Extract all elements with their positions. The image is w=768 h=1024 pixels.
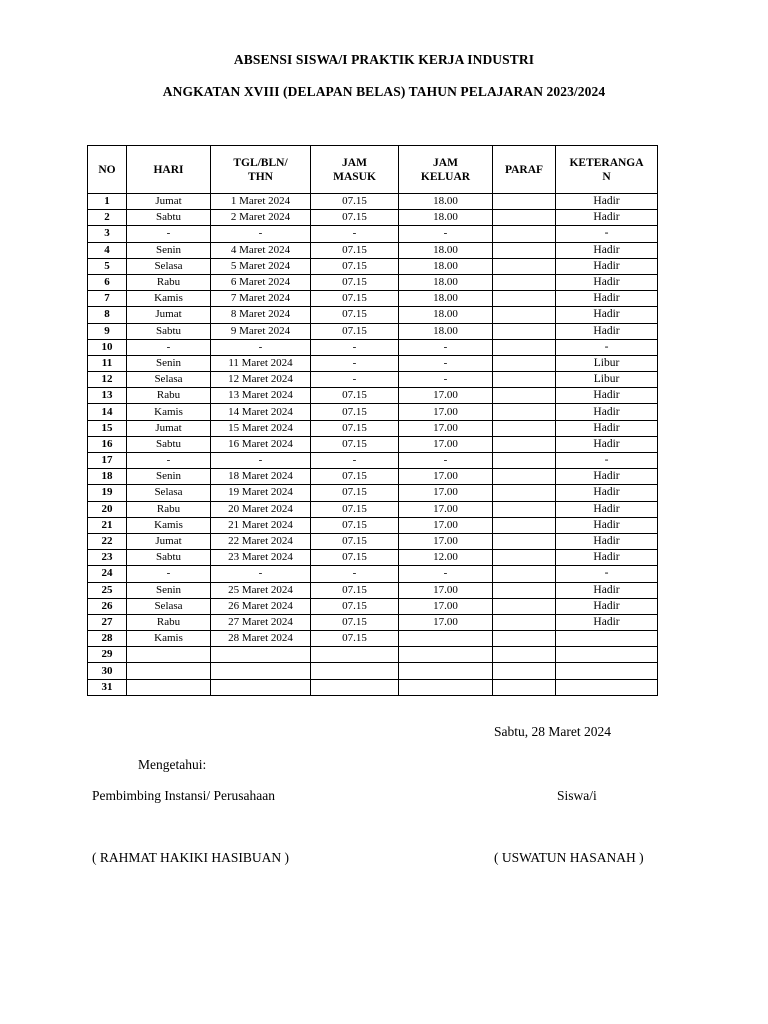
cell-hari: Kamis [127,404,211,420]
cell-jam-masuk: 07.15 [311,210,399,226]
cell-keterangan: Hadir [556,420,658,436]
cell-paraf [493,226,556,242]
cell-hari: Jumat [127,533,211,549]
cell-jam-masuk: 07.15 [311,517,399,533]
cell-paraf [493,242,556,258]
cell-hari: Kamis [127,291,211,307]
table-row [88,453,658,469]
cell-paraf [493,501,556,517]
cell-jam-keluar: 17.00 [399,469,493,485]
cell-keterangan: Hadir [556,210,658,226]
cell-no: 24 [88,566,127,582]
cell-hari: Rabu [127,388,211,404]
cell-jam-keluar: 18.00 [399,242,493,258]
cell-no: 16 [88,436,127,452]
cell-jam-keluar [399,631,493,647]
cell-jam-masuk: 07.15 [311,533,399,549]
cell-hari: Sabtu [127,550,211,566]
cell-hari [127,647,211,663]
cell-paraf [493,631,556,647]
table-row [88,501,658,517]
cell-paraf [493,582,556,598]
cell-paraf [493,420,556,436]
cell-jam-keluar: - [399,372,493,388]
cell-jam-masuk: 07.15 [311,469,399,485]
cell-jam-keluar: - [399,453,493,469]
cell-no: 25 [88,582,127,598]
cell-jam-masuk: 07.15 [311,485,399,501]
cell-jam-keluar: 17.00 [399,388,493,404]
cell-tanggal: 28 Maret 2024 [211,631,311,647]
cell-paraf [493,647,556,663]
cell-jam-masuk: 07.15 [311,501,399,517]
cell-keterangan: Hadir [556,194,658,210]
cell-no: 7 [88,291,127,307]
table-row [88,550,658,566]
attendance-rows [88,194,658,696]
header-tgl: TGL/BLN/ THN [211,146,311,194]
cell-no: 5 [88,258,127,274]
cell-jam-masuk: 07.15 [311,404,399,420]
table-row [88,420,658,436]
cell-keterangan: - [556,226,658,242]
cell-keterangan: - [556,453,658,469]
table-row [88,436,658,452]
cell-tanggal [211,647,311,663]
cell-hari: Kamis [127,517,211,533]
cell-keterangan: Hadir [556,469,658,485]
cell-tanggal: 18 Maret 2024 [211,469,311,485]
table-row [88,372,658,388]
cell-hari: Jumat [127,194,211,210]
cell-jam-masuk: 07.15 [311,242,399,258]
cell-jam-keluar: 17.00 [399,517,493,533]
cell-no: 18 [88,469,127,485]
cell-no: 28 [88,631,127,647]
cell-jam-keluar: 17.00 [399,598,493,614]
attendance-table [87,145,658,696]
cell-jam-keluar: 17.00 [399,614,493,630]
cell-paraf [493,598,556,614]
cell-jam-masuk: - [311,355,399,371]
cell-no: 1 [88,194,127,210]
cell-jam-keluar: 18.00 [399,291,493,307]
cell-tanggal: 14 Maret 2024 [211,404,311,420]
cell-keterangan: Hadir [556,323,658,339]
table-row [88,614,658,630]
supervisor-role: Pembimbing Instansi/ Perusahaan [92,788,275,803]
cell-keterangan [556,679,658,695]
table-row [88,226,658,242]
cell-hari: Sabtu [127,210,211,226]
table-row [88,242,658,258]
cell-paraf [493,194,556,210]
cell-jam-masuk: 07.15 [311,307,399,323]
cell-no: 26 [88,598,127,614]
cell-hari: Selasa [127,372,211,388]
cell-keterangan: Hadir [556,485,658,501]
cell-no: 17 [88,453,127,469]
student-name: ( USWATUN HASANAH ) [494,850,644,865]
table-row [88,404,658,420]
cell-no: 27 [88,614,127,630]
cell-paraf [493,274,556,290]
cell-jam-masuk: 07.15 [311,598,399,614]
cell-jam-keluar: 18.00 [399,307,493,323]
header-paraf: PARAF [493,146,556,194]
cell-jam-masuk: 07.15 [311,258,399,274]
cell-no: 6 [88,274,127,290]
cell-hari: Sabtu [127,436,211,452]
cell-hari: Senin [127,582,211,598]
cell-jam-masuk: 07.15 [311,550,399,566]
header-keterangan: KETERANGA N [556,146,658,194]
cell-hari: - [127,226,211,242]
cell-paraf [493,355,556,371]
cell-hari: Kamis [127,631,211,647]
document-title: ABSENSI SISWA/I PRAKTIK KERJA INDUSTRI [233,52,535,67]
cell-keterangan: Hadir [556,533,658,549]
cell-hari: Jumat [127,420,211,436]
cell-jam-masuk: - [311,372,399,388]
table-row [88,517,658,533]
cell-no: 11 [88,355,127,371]
cell-no: 13 [88,388,127,404]
cell-paraf [493,436,556,452]
cell-tanggal: - [211,453,311,469]
cell-jam-masuk: 07.15 [311,420,399,436]
table-row [88,194,658,210]
cell-hari: Senin [127,242,211,258]
cell-hari [127,663,211,679]
cell-hari: - [127,339,211,355]
cell-jam-masuk: 07.15 [311,194,399,210]
table-row [88,469,658,485]
cell-paraf [493,533,556,549]
table-row [88,388,658,404]
cell-tanggal: 4 Maret 2024 [211,242,311,258]
table-row [88,210,658,226]
cell-tanggal: 9 Maret 2024 [211,323,311,339]
cell-paraf [493,469,556,485]
table-row [88,533,658,549]
table-row [88,355,658,371]
document-subtitle: ANGKATAN XVIII (DELAPAN BELAS) TAHUN PELAJARAN 2023/2024 [162,84,606,99]
cell-jam-keluar [399,663,493,679]
cell-keterangan: Hadir [556,550,658,566]
supervisor-name: ( RAHMAT HAKIKI HASIBUAN ) [92,850,289,865]
cell-keterangan: - [556,566,658,582]
cell-no: 10 [88,339,127,355]
header-no: NO [88,146,127,194]
cell-jam-masuk: 07.15 [311,388,399,404]
cell-paraf [493,339,556,355]
table-row [88,339,658,355]
cell-paraf [493,388,556,404]
cell-hari: Rabu [127,501,211,517]
cell-paraf [493,550,556,566]
cell-hari: Rabu [127,274,211,290]
table-header-row [88,146,658,194]
table-row [88,663,658,679]
cell-jam-keluar: 17.00 [399,420,493,436]
cell-jam-keluar: 18.00 [399,323,493,339]
cell-tanggal: 11 Maret 2024 [211,355,311,371]
cell-tanggal: 19 Maret 2024 [211,485,311,501]
cell-keterangan: Hadir [556,436,658,452]
cell-jam-masuk: - [311,226,399,242]
cell-no: 30 [88,663,127,679]
cell-jam-masuk: - [311,453,399,469]
cell-tanggal: - [211,566,311,582]
cell-paraf [493,614,556,630]
cell-tanggal [211,663,311,679]
cell-no: 12 [88,372,127,388]
cell-hari: Jumat [127,307,211,323]
table-row [88,307,658,323]
cell-no: 4 [88,242,127,258]
cell-tanggal: 23 Maret 2024 [211,550,311,566]
cell-hari: - [127,566,211,582]
cell-keterangan: Hadir [556,501,658,517]
cell-jam-keluar: 17.00 [399,582,493,598]
cell-tanggal: 7 Maret 2024 [211,291,311,307]
cell-tanggal: 2 Maret 2024 [211,210,311,226]
cell-no: 3 [88,226,127,242]
cell-paraf [493,679,556,695]
cell-keterangan: Hadir [556,614,658,630]
table-row [88,582,658,598]
cell-paraf [493,291,556,307]
cell-jam-keluar: 17.00 [399,501,493,517]
cell-tanggal: 1 Maret 2024 [211,194,311,210]
cell-jam-keluar: - [399,339,493,355]
cell-hari: Selasa [127,258,211,274]
acknowledged-label: Mengetahui: [138,757,207,772]
cell-tanggal: 12 Maret 2024 [211,372,311,388]
cell-keterangan: Hadir [556,388,658,404]
cell-jam-masuk [311,679,399,695]
header-jam-masuk: JAM MASUK [311,146,399,194]
cell-jam-masuk: - [311,339,399,355]
cell-no: 14 [88,404,127,420]
student-role: Siswa/i [557,788,597,803]
cell-no: 23 [88,550,127,566]
cell-no: 19 [88,485,127,501]
cell-keterangan: Libur [556,372,658,388]
cell-jam-keluar: 17.00 [399,436,493,452]
cell-hari: Selasa [127,485,211,501]
cell-no: 20 [88,501,127,517]
table-row [88,485,658,501]
cell-keterangan: Hadir [556,274,658,290]
cell-no: 8 [88,307,127,323]
cell-jam-masuk [311,647,399,663]
cell-jam-keluar: - [399,355,493,371]
cell-tanggal: 20 Maret 2024 [211,501,311,517]
cell-tanggal: 27 Maret 2024 [211,614,311,630]
cell-keterangan [556,647,658,663]
cell-no: 9 [88,323,127,339]
cell-paraf [493,663,556,679]
cell-hari [127,679,211,695]
cell-jam-masuk: 07.15 [311,436,399,452]
table-row [88,598,658,614]
cell-keterangan: Hadir [556,517,658,533]
cell-keterangan: Libur [556,355,658,371]
cell-hari: Senin [127,469,211,485]
cell-keterangan: - [556,339,658,355]
cell-no: 31 [88,679,127,695]
cell-tanggal: 21 Maret 2024 [211,517,311,533]
cell-keterangan: Hadir [556,307,658,323]
cell-keterangan [556,663,658,679]
cell-hari: Senin [127,355,211,371]
cell-hari: Sabtu [127,323,211,339]
cell-tanggal: 8 Maret 2024 [211,307,311,323]
cell-tanggal: 22 Maret 2024 [211,533,311,549]
cell-tanggal: - [211,339,311,355]
cell-keterangan: Hadir [556,404,658,420]
cell-jam-keluar: 17.00 [399,533,493,549]
cell-jam-keluar: 18.00 [399,210,493,226]
cell-tanggal: 25 Maret 2024 [211,582,311,598]
cell-jam-masuk [311,663,399,679]
signature-date: Sabtu, 28 Maret 2024 [494,724,611,739]
cell-tanggal: 5 Maret 2024 [211,258,311,274]
cell-tanggal [211,679,311,695]
cell-jam-masuk: 07.15 [311,582,399,598]
table-row [88,291,658,307]
cell-no: 2 [88,210,127,226]
table-row [88,647,658,663]
cell-jam-keluar: 17.00 [399,485,493,501]
cell-jam-keluar: 12.00 [399,550,493,566]
header-jam-keluar: JAM KELUAR [399,146,493,194]
cell-hari: Rabu [127,614,211,630]
cell-paraf [493,258,556,274]
table-row [88,679,658,695]
table-row [88,631,658,647]
cell-keterangan [556,631,658,647]
cell-keterangan: Hadir [556,291,658,307]
cell-no: 15 [88,420,127,436]
cell-jam-keluar [399,647,493,663]
cell-tanggal: - [211,226,311,242]
table-row [88,258,658,274]
cell-paraf [493,517,556,533]
cell-jam-masuk: - [311,566,399,582]
cell-paraf [493,323,556,339]
cell-no: 29 [88,647,127,663]
cell-jam-keluar: 18.00 [399,194,493,210]
cell-jam-keluar: 18.00 [399,274,493,290]
cell-tanggal: 16 Maret 2024 [211,436,311,452]
cell-paraf [493,485,556,501]
table-row [88,274,658,290]
cell-tanggal: 13 Maret 2024 [211,388,311,404]
cell-no: 22 [88,533,127,549]
cell-jam-keluar: - [399,566,493,582]
cell-tanggal: 6 Maret 2024 [211,274,311,290]
cell-jam-masuk: 07.15 [311,291,399,307]
header-hari: HARI [127,146,211,194]
cell-jam-keluar [399,679,493,695]
cell-keterangan: Hadir [556,598,658,614]
cell-jam-masuk: 07.15 [311,323,399,339]
table-row [88,566,658,582]
cell-keterangan: Hadir [556,582,658,598]
cell-tanggal: 15 Maret 2024 [211,420,311,436]
cell-paraf [493,453,556,469]
cell-paraf [493,566,556,582]
cell-hari: Selasa [127,598,211,614]
cell-jam-masuk: 07.15 [311,274,399,290]
cell-keterangan: Hadir [556,242,658,258]
cell-paraf [493,404,556,420]
cell-hari: - [127,453,211,469]
cell-tanggal: 26 Maret 2024 [211,598,311,614]
cell-keterangan: Hadir [556,258,658,274]
cell-paraf [493,372,556,388]
cell-jam-masuk: 07.15 [311,631,399,647]
cell-jam-keluar: 17.00 [399,404,493,420]
cell-jam-masuk: 07.15 [311,614,399,630]
cell-jam-keluar: 18.00 [399,258,493,274]
cell-paraf [493,210,556,226]
cell-paraf [493,307,556,323]
table-row [88,323,658,339]
cell-jam-keluar: - [399,226,493,242]
cell-no: 21 [88,517,127,533]
